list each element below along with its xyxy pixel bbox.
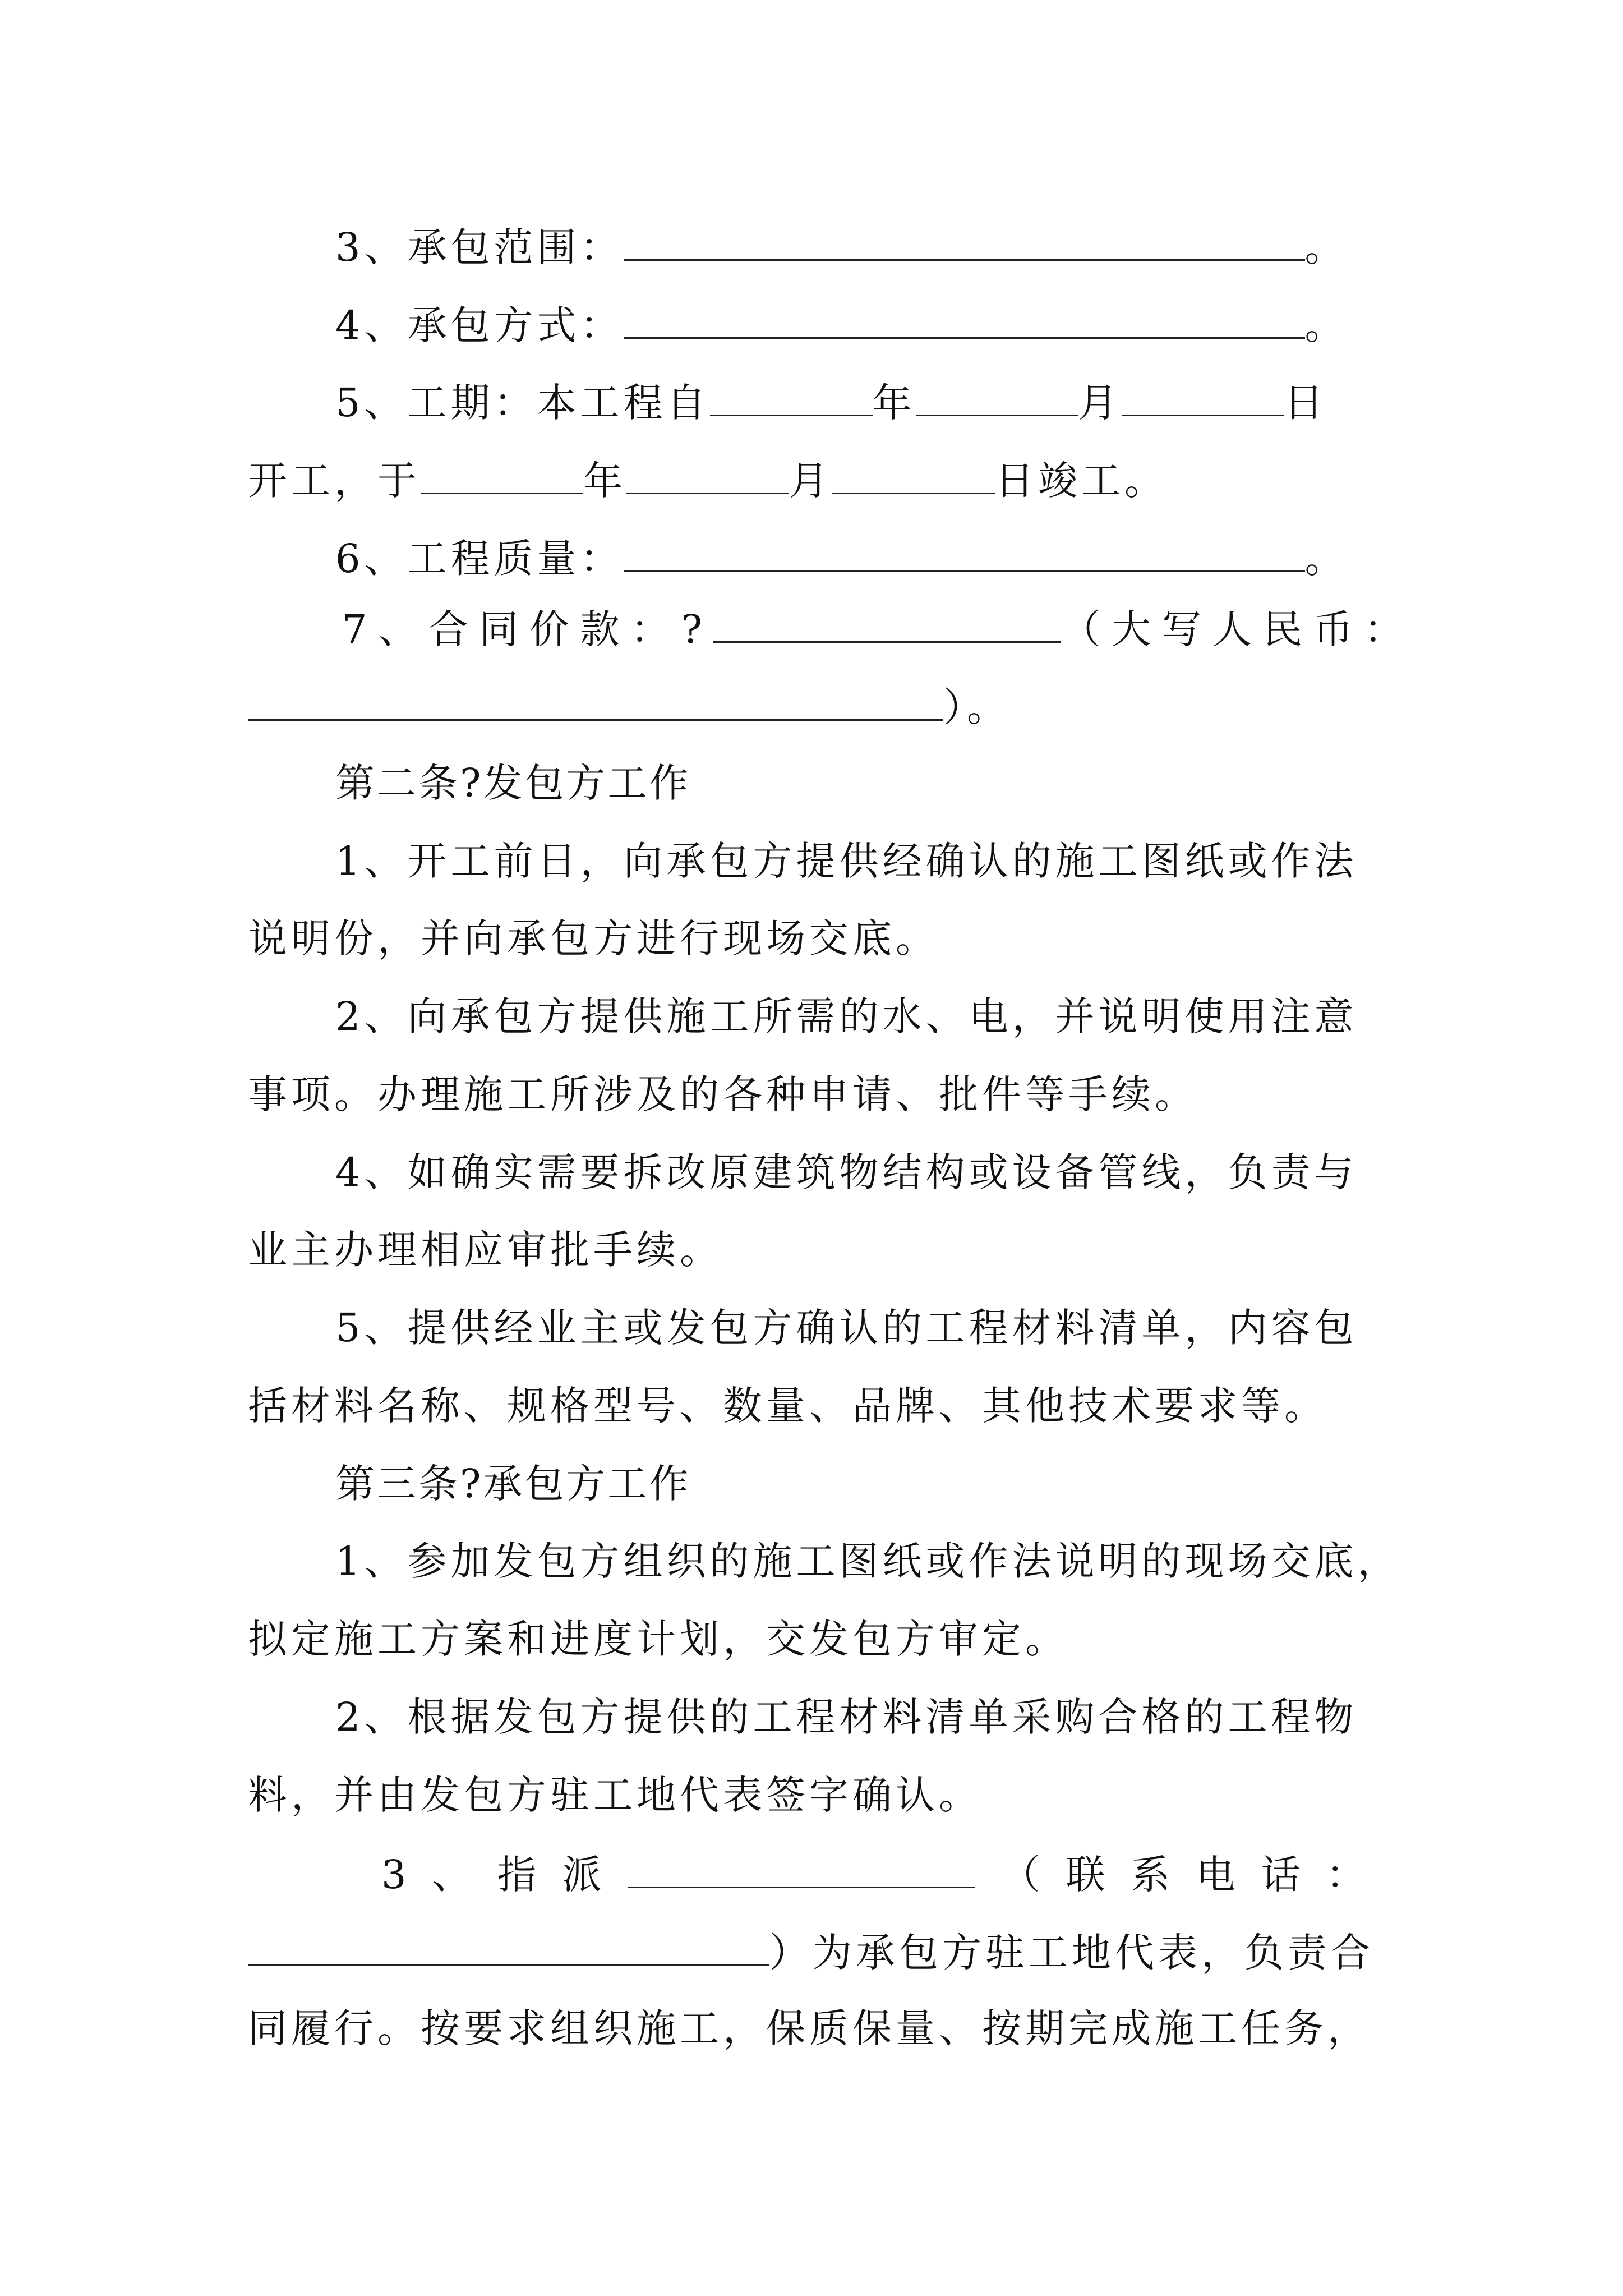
site-rep-name-blank xyxy=(628,1847,975,1888)
item-4-method xyxy=(335,298,1348,351)
article-2-item-5-cont xyxy=(248,1381,1327,1431)
article-2-title: 第二条?发包方工作 xyxy=(335,760,691,806)
article-2-item-1-text: 1、开工前日，向承包方提供经确认的施工图纸或作法 xyxy=(335,838,1358,884)
article-2-item-4-cont xyxy=(248,1225,723,1275)
item-5-schedule xyxy=(335,375,1327,428)
completion-end: 日竣工。 xyxy=(995,458,1168,504)
end-day-blank xyxy=(832,453,995,494)
article-2-item-1-text-cont: 说明份，并向承包方进行现场交底。 xyxy=(248,915,939,961)
article-2-item-5 xyxy=(335,1303,1358,1353)
start-month-blank xyxy=(916,375,1078,416)
month-label: 月 xyxy=(1078,380,1122,426)
article-3-item-1 xyxy=(335,1536,1401,1586)
article-3-item-2 xyxy=(335,1692,1358,1742)
phone-label: （联系电话： xyxy=(1000,1852,1391,1898)
price-blank xyxy=(713,602,1061,643)
article-3-title: 第三条?承包方工作 xyxy=(335,1461,691,1507)
item-6-end: 。 xyxy=(1304,536,1348,582)
end-month-blank xyxy=(626,453,789,494)
price-uppercase-blank xyxy=(248,680,943,721)
item-3-label: 3、承包范围： xyxy=(335,224,624,270)
article-3-item-2-text-cont: 料，并由发包方驻工地代表签字确认。 xyxy=(248,1772,982,1818)
item-7-price-cont xyxy=(248,680,1010,733)
article-3-item-2-cont xyxy=(248,1770,982,1820)
item-6-label: 6、工程质量： xyxy=(335,536,624,582)
item-7-price xyxy=(342,602,1414,655)
quality-blank xyxy=(624,531,1305,572)
article-3-heading xyxy=(335,1458,691,1509)
article-2-item-4-text-cont: 业主办理相应审批手续。 xyxy=(248,1227,723,1273)
article-3-item-3-text-cont: ）为承包方驻工地代表，负责合 xyxy=(769,1930,1374,1976)
article-2-item-4 xyxy=(335,1147,1358,1198)
price-end: ）。 xyxy=(943,684,1010,730)
item-4-label: 4、承包方式： xyxy=(335,302,624,348)
price-uppercase-label: （大写人民币： xyxy=(1061,606,1415,652)
article-2-item-2 xyxy=(335,991,1358,1042)
end-year-blank xyxy=(421,453,583,494)
article-2-item-2-cont xyxy=(248,1069,1198,1120)
phone-blank xyxy=(248,1925,769,1966)
article-2-item-1-cont xyxy=(248,913,939,964)
article-2-item-5-text: 5、提供经业主或发包方确认的工程材料清单，内容包 xyxy=(335,1305,1358,1351)
end-year-label: 年 xyxy=(583,458,626,504)
article-3-item-3 xyxy=(381,1847,1391,1900)
item-5-completion xyxy=(248,453,1168,506)
article-2-item-5-text-cont: 括材料名称、规格型号、数量、品牌、其他技术要求等。 xyxy=(248,1383,1327,1429)
start-year-blank xyxy=(710,375,873,416)
end-month-label: 月 xyxy=(789,458,832,504)
scope-blank xyxy=(624,220,1305,261)
item-7-label: 7、合同价款：? xyxy=(342,606,714,652)
article-3-item-2-text: 2、根据发包方提供的工程材料清单采购合格的工程物 xyxy=(335,1694,1358,1740)
year-label: 年 xyxy=(872,380,916,426)
day-label: 日 xyxy=(1284,380,1327,426)
article-3-item-1-cont xyxy=(248,1614,1068,1664)
article-2-item-4-text: 4、如确实需要拆改原建筑物结构或设备管线，负责与 xyxy=(335,1149,1358,1195)
method-blank xyxy=(624,298,1305,339)
article-3-item-3-cont xyxy=(248,1925,1374,1978)
article-3-item-1-text: 1、参加发包方组织的施工图纸或作法说明的现场交底， xyxy=(335,1538,1401,1584)
article-2-item-2-text-cont: 事项。办理施工所涉及的各种申请、批件等手续。 xyxy=(248,1071,1198,1117)
article-2-item-1 xyxy=(335,836,1358,886)
article-3-item-3-label: 3、指派 xyxy=(381,1852,628,1898)
completion-label: 开工，于 xyxy=(248,458,421,504)
article-3-item-1-text-cont: 拟定施工方案和进度计划，交发包方审定。 xyxy=(248,1616,1068,1662)
article-3-item-3-text-cont-2: 同履行。按要求组织施工，保质保量、按期完成施工任务， xyxy=(248,2005,1371,2051)
item-6-quality xyxy=(335,531,1348,584)
item-3-end: 。 xyxy=(1304,224,1348,270)
start-day-blank xyxy=(1122,375,1284,416)
item-3-scope xyxy=(335,220,1348,273)
article-2-heading xyxy=(335,758,691,808)
article-3-item-3-cont-2 xyxy=(248,2003,1371,2054)
item-5-label: 5、工期：本工程自 xyxy=(335,380,710,426)
article-2-item-2-text: 2、向承包方提供施工所需的水、电，并说明使用注意 xyxy=(335,993,1358,1039)
item-4-end: 。 xyxy=(1304,302,1348,348)
